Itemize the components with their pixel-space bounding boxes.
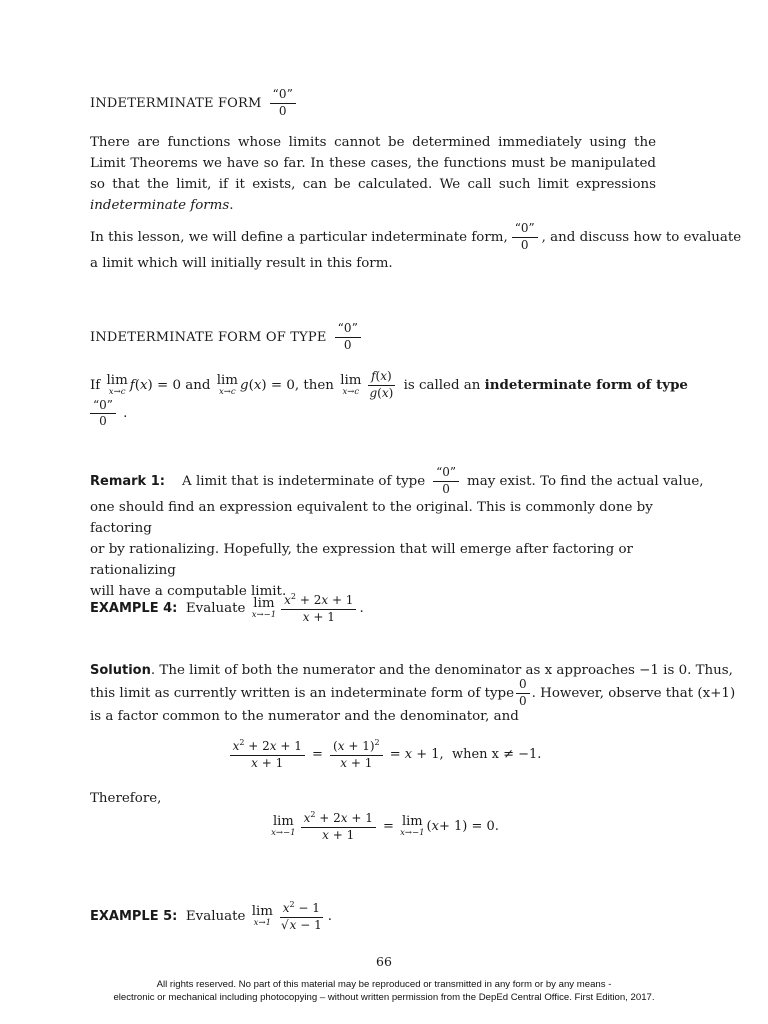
- fraction-zero-over-zero: $\frac{0}{0}$: [516, 678, 530, 709]
- fraction-quote-zero-over-zero: $\frac{“0”}{0}$: [270, 88, 297, 119]
- equation-limit-result: lim x→−1 $\frac{x^2 + 2x + 1}{x + 1}$ = lim x→−1 ( x + 1) = 0.: [271, 810, 499, 842]
- fraction-difference-over-sqrt: $\frac{x^2 - 1}{√x - 1}$: [280, 900, 322, 932]
- fraction-f-over-g: $\frac{f(x)}{g(x)}$: [369, 369, 394, 400]
- remark-1: Remark 1: A limit that is indeterminate of type $\frac{“0”}{0}$ may exist. To find the actual value, one should find an expression equivalent to the original. This is commonly done by factoring or by rationalizing. Hopefully, the expression that will emerge after factoring or rationalizing will have a computable limit.: [90, 465, 704, 599]
- fraction-quote-zero-over-zero: $\frac{“0”}{0}$: [335, 322, 362, 353]
- equation-factorization: $\frac{x^2 + 2x + 1}{x + 1}$ = $\frac{(x + 1)^2}{x + 1}$ = x + 1, when x ≠ −1.: [0, 738, 768, 771]
- page-number: 66: [376, 954, 392, 969]
- fraction-quadratic-over-linear: $\frac{x^2 + 2x + 1}{x + 1}$: [281, 592, 356, 625]
- limit-x-to-c: lim x→c: [340, 372, 362, 397]
- limit-x-to-1: lim x→1: [251, 903, 273, 928]
- limit-x-to-minus-1: lim x→−1: [251, 595, 277, 620]
- fraction-quote-zero-over-zero: $\frac{“0”}{0}$: [90, 399, 116, 430]
- example-5: EXAMPLE 5: Evaluate lim x→1 $\frac{x^2 - 1}{√x - 1}$ .: [90, 900, 332, 932]
- intro-paragraph: There are functions whose limits cannot be determined immediately using the Limit Theorems we have so far. In these cases, the functions must be manipulated so that the limit, if it exists, can be calculated. We call such limit expressions indeterminate forms.: [90, 135, 656, 213]
- definition-block: If lim x→c f ( x ) = 0 and lim x→c g ( x ) = 0 , then lim x→c $\frac{f(x)}{g(x)}$ is called an indeterminate form of type $\frac{“0”}{0}$ .: [90, 369, 688, 429]
- copyright-footer: All rights reserved. No part of this material may be reproduced or transmitted in any form or by any means - electronic or mechanical including photocopying – without written permission from the DepEd Central Office. First Edition, 2017.: [113, 979, 655, 1003]
- section-title-indeterminate-form: INDETERMINATE FORM $\frac{“0”}{0}$: [90, 88, 656, 119]
- example-4: EXAMPLE 4: Evaluate lim x→−1 $\frac{x^2 + 2x + 1}{x + 1}$ .: [90, 592, 364, 624]
- limit-x-to-c: lim x→c: [106, 372, 128, 397]
- lesson-paragraph: In this lesson, we will define a particular indeterminate form, $\frac{“0”}{0}$ , and discuss how to evaluate a limit which will initially result in this form.: [90, 221, 742, 271]
- solution-block: Solution . The limit of both the numerator and the denominator as x approaches −1 is 0. Thus, this limit as currently written is an indeterminate form of type $\frac{0}{0}$ . However, observe that (x+1) is a factor common to the numerator and the denominator, and: [90, 663, 736, 724]
- fraction-quote-zero-over-zero: $\frac{“0”}{0}$: [433, 466, 459, 497]
- therefore-label: Therefore,: [90, 791, 162, 806]
- section-title-indeterminate-form-of-type: INDETERMINATE FORM OF TYPE $\frac{“0”}{0}$: [90, 322, 656, 353]
- fraction-quote-zero-over-zero: $\frac{“0”}{0}$: [512, 222, 538, 253]
- limit-x-to-c: lim x→c: [216, 372, 238, 397]
